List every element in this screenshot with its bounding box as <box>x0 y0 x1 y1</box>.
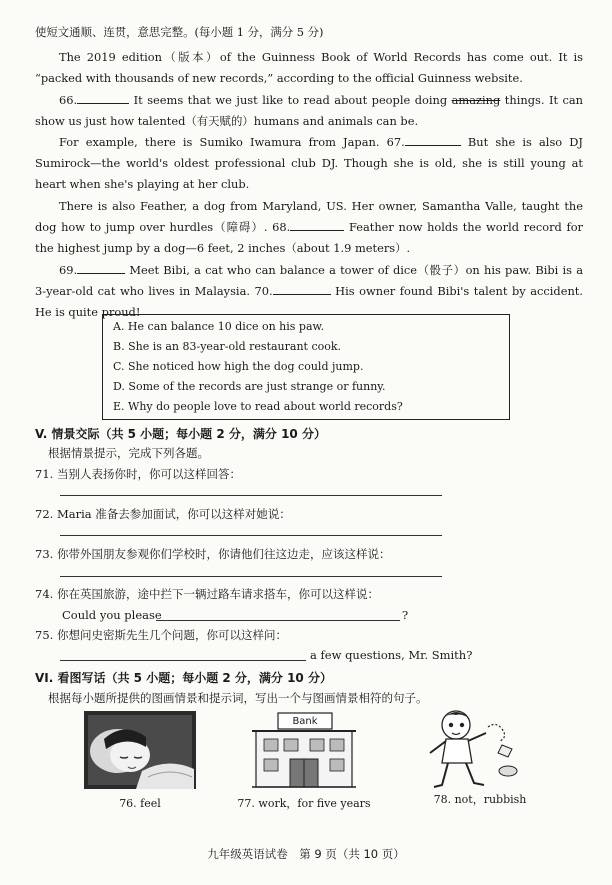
question-73: 73. 你带外国朋友参观你们学校时，你请他们往这边走，应该这样说： <box>35 547 391 561</box>
question-75-suffix: a few questions, Mr. Smith? <box>310 648 473 662</box>
option-a: A. He can balance 10 dice on his paw. <box>113 320 325 333</box>
options-box <box>102 314 510 420</box>
passage-paragraph-3: For example, there is Sumiko Iwamura from Japan. 67. But she is also DJ Sumirock—the world's oldest professional club DJ. Though she is old, she is still young at heart when she's playing at her club. <box>35 135 584 191</box>
struck-word: amazing <box>451 93 501 107</box>
blank-68[interactable] <box>290 218 344 231</box>
passage-paragraph-5: 69. Meet Bibi, a cat who can balance a tower of dice（骰子）on his paw. Bibi is a 3-year-old cat who lives in Malaysia. 70. His owner found Bibi's talent by accident. He is quite proud! <box>35 263 583 319</box>
blank-66[interactable] <box>77 91 129 104</box>
question-71: 71. 当别人表扬你时，你可以这样回答： <box>35 467 241 481</box>
passage-paragraph-2: 66. It seems that we just like to read about people doing amazing things. It can show us just how talented（有天赋的）humans and animals can be. <box>35 93 584 128</box>
answer-line-75[interactable] <box>60 660 306 661</box>
bank-sign-text: Bank <box>292 716 318 727</box>
blank-69[interactable] <box>77 261 125 274</box>
intro-line: 使短文通顺、连贯，意思完整。(每小题 1 分，满分 5 分) <box>35 25 324 39</box>
picture-76-sick-person <box>84 711 196 789</box>
caption-77: 77. work，for five years <box>237 797 371 810</box>
option-d: D. Some of the records are just strange or funny. <box>113 380 386 393</box>
caption-78: 78. not，rubbish <box>433 793 527 806</box>
option-b: B. She is an 83-year-old restaurant cook. <box>113 340 342 353</box>
answer-line-71[interactable] <box>60 495 442 496</box>
caption-76: 76. feel <box>119 797 161 810</box>
option-e: E. Why do people love to read about world records? <box>113 400 403 413</box>
answer-line-74[interactable] <box>156 620 400 621</box>
question-75: 75. 你想问史密斯先生几个问题，你可以这样问： <box>35 628 287 642</box>
question-74-suffix: ? <box>402 608 409 622</box>
question-72: 72. Maria 准备去参加面试，你可以这样对她说： <box>35 507 291 521</box>
section-6-title: VI. 看图写话（共 5 小题；每小题 2 分，满分 10 分） <box>35 671 332 685</box>
blank-70[interactable] <box>273 282 331 295</box>
answer-line-73[interactable] <box>60 576 442 577</box>
section-6-instruction: 根据每小题所提供的图画情景和提示词，写出一个与图画情景相符的句子。 <box>48 691 428 705</box>
option-c: C. She noticed how high the dog could jump. <box>113 360 364 373</box>
answer-line-72[interactable] <box>60 535 442 536</box>
page-footer: 九年级英语试卷 第 9 页（共 10 页） <box>207 847 405 861</box>
passage-paragraph-4: There is also Feather, a dog from Maryland, US. Her owner, Samantha Valle, taught the dog how to jump over hurdles（障碍）. 68. Feather now holds the world record for the highest jump by a dog—6 feet, 2 inches（about 1.9 meters）. <box>35 199 583 255</box>
passage-paragraph-1: The 2019 edition（版本）of the Guinness Book of World Records has come out. It is “packed with thousands of new records,” according to the official Guinness website. <box>35 50 583 85</box>
section-5-title: V. 情景交际（共 5 小题；每小题 2 分，满分 10 分） <box>35 427 326 441</box>
section-5-instruction: 根据情景提示，完成下列各题。 <box>48 446 209 460</box>
blank-67[interactable] <box>405 133 461 146</box>
question-74: 74. 你在英国旅游，途中拦下一辆过路车请求搭车，你可以这样说： <box>35 587 379 601</box>
picture-78-boy-throwing-rubbish <box>416 705 526 791</box>
question-74-prefix: Could you please <box>62 608 162 622</box>
